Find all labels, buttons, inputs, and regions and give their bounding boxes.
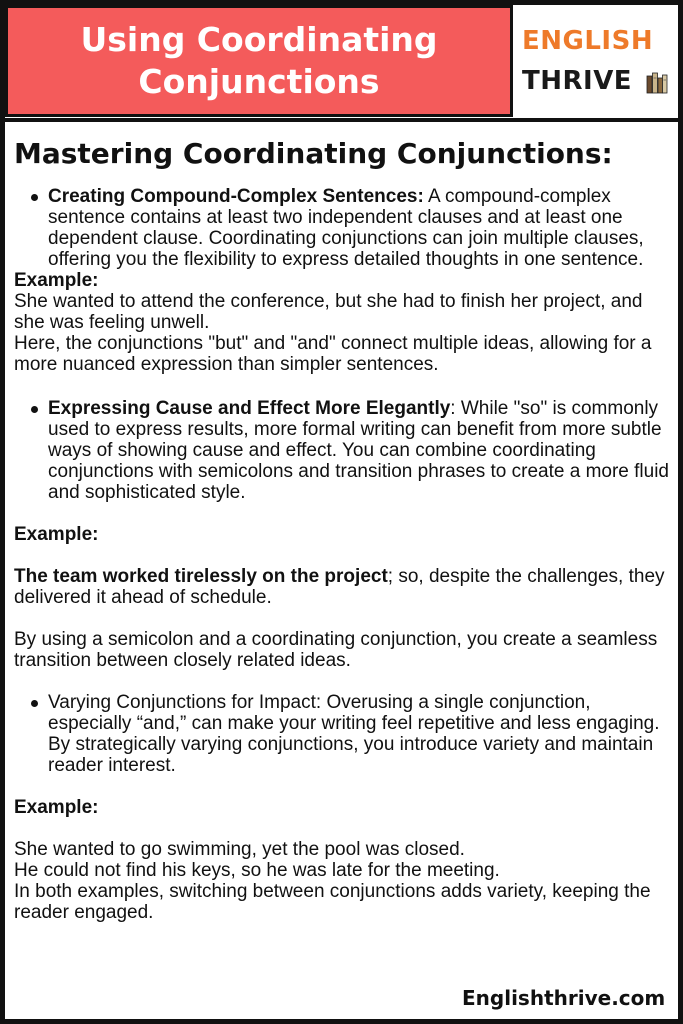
- english-thrive-logo: [522, 24, 672, 104]
- bullet-compound-complex: [14, 186, 672, 270]
- example-explanation: In both examples, switching between conjunctions adds variety, keeping the reader engaged.: [14, 881, 651, 923]
- header-title-line1: Using Coordinating: [80, 20, 438, 59]
- page-heading: Mastering Coordinating Conjunctions:: [14, 137, 613, 170]
- bullet-varying-conjunctions: Varying Conjunctions for Impact: Overusing a single conjunction, especially “and,” can make your writing feel repetitive and less engaging. By strategically varying conjunctions, you introduce variety and maintain reader interest.: [14, 692, 672, 776]
- bullet-text: : While "so" is commonly used to express results, more formal writing can benefit from more subtle ways of showing cause and effect. You can combine coordinating conjunctions with semicolons and transition phrases to create a more fluid and sophisticated style.: [48, 398, 669, 503]
- header-banner: [5, 5, 513, 117]
- bullet-cause-effect: [14, 398, 672, 503]
- example-sentence: She wanted to attend the conference, but she had to finish her project, and she was feeling unwell.: [14, 291, 643, 333]
- footer-website: Englishthrive.com: [462, 986, 666, 1010]
- logo-text-thrive: THRIVE: [522, 66, 633, 96]
- example-label: Example:: [14, 270, 99, 291]
- header-title-line2: Conjunctions: [138, 62, 380, 101]
- logo-text-english: ENGLISH: [522, 26, 654, 56]
- example-sentence-1: She wanted to go swimming, yet the pool was closed.: [14, 839, 465, 860]
- books-icon: [646, 70, 668, 94]
- example-label: Example:: [14, 797, 99, 818]
- bullet-title: Expressing Cause and Effect More Elegantly: [48, 398, 451, 419]
- bullet-text: A compound-complex sentence contains at least two independent clauses and at least one dependent clause. Coordinating conjunctions can join multiple clauses, offering you the flexibility to express detailed thoughts in one sentence.: [48, 186, 644, 270]
- example-sentence-2: He could not find his keys, so he was late for the meeting.: [14, 860, 500, 881]
- example-explanation: Here, the conjunctions "but" and "and" connect multiple ideas, allowing for a more nuanced expression than simpler sentences.: [14, 333, 652, 375]
- example-explanation: By using a semicolon and a coordinating conjunction, you create a seamless transition between closely related ideas.: [14, 629, 658, 671]
- article-content: [14, 134, 672, 923]
- bullet-title: Creating Compound-Complex Sentences:: [48, 186, 424, 207]
- example-sentence: The team worked tirelessly on the project; so, despite the challenges, they delivered it ahead of schedule.: [14, 566, 665, 608]
- header-divider: [5, 118, 678, 122]
- example-label: Example:: [14, 524, 99, 545]
